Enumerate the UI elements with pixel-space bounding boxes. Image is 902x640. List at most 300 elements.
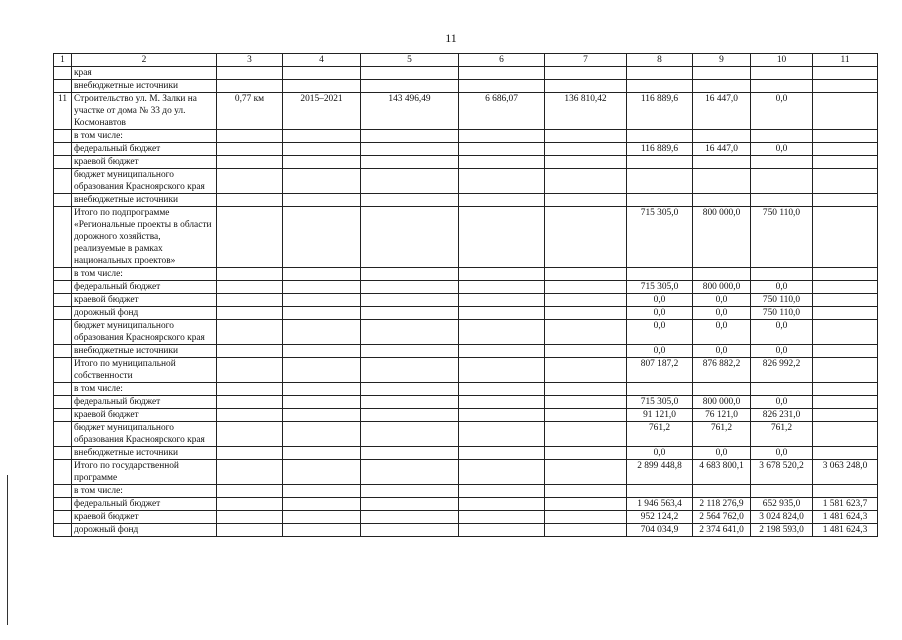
remaining-cost-cell (545, 143, 627, 156)
year-3-value-cell: 3 678 520,2 (751, 460, 813, 485)
year-1-value-cell: 116 889,6 (627, 143, 693, 156)
year-4-value-cell (813, 307, 878, 320)
year-1-value-cell (627, 169, 693, 194)
row-number-cell (54, 485, 72, 498)
table-row (54, 345, 878, 358)
estimated-cost-cell (361, 383, 459, 396)
spent-cell (459, 307, 545, 320)
year-2-value-cell: 0,0 (693, 345, 751, 358)
table-row (54, 320, 878, 345)
row-number-cell (54, 511, 72, 524)
period-cell (283, 345, 361, 358)
column-number-cell: 4 (283, 54, 361, 67)
year-2-value-cell: 76 121,0 (693, 409, 751, 422)
period-cell (283, 207, 361, 268)
year-3-value-cell: 761,2 (751, 422, 813, 447)
year-4-value-cell (813, 169, 878, 194)
table-row (54, 67, 878, 80)
spent-cell (459, 268, 545, 281)
capacity-cell (217, 80, 283, 93)
year-1-value-cell: 1 946 563,4 (627, 498, 693, 511)
period-cell (283, 358, 361, 383)
year-2-value-cell: 0,0 (693, 307, 751, 320)
year-3-value-cell: 0,0 (751, 447, 813, 460)
year-3-value-cell: 826 992,2 (751, 358, 813, 383)
year-4-value-cell (813, 409, 878, 422)
estimated-cost-cell (361, 511, 459, 524)
year-2-value-cell (693, 130, 751, 143)
item-name-cell: в том числе: (72, 268, 217, 281)
year-1-value-cell: 807 187,2 (627, 358, 693, 383)
year-4-value-cell (813, 345, 878, 358)
row-number-cell (54, 169, 72, 194)
column-number-cell: 2 (72, 54, 217, 67)
year-2-value-cell: 800 000,0 (693, 207, 751, 268)
estimated-cost-cell (361, 307, 459, 320)
remaining-cost-cell (545, 345, 627, 358)
estimated-cost-cell (361, 143, 459, 156)
table-row (54, 485, 878, 498)
spent-cell (459, 524, 545, 537)
table-row (54, 93, 878, 130)
spent-cell (459, 485, 545, 498)
year-2-value-cell: 800 000,0 (693, 281, 751, 294)
item-name-cell: внебюджетные источники (72, 80, 217, 93)
estimated-cost-cell (361, 358, 459, 383)
table-row (54, 207, 878, 268)
item-name-cell: Итого по муниципальной собственности (72, 358, 217, 383)
year-2-value-cell: 4 683 800,1 (693, 460, 751, 485)
item-name-cell: в том числе: (72, 130, 217, 143)
item-name-cell: в том числе: (72, 485, 217, 498)
period-cell (283, 485, 361, 498)
item-name-cell: краевой бюджет (72, 409, 217, 422)
year-3-value-cell: 0,0 (751, 320, 813, 345)
estimated-cost-cell (361, 320, 459, 345)
row-number-cell (54, 409, 72, 422)
year-1-value-cell: 116 889,6 (627, 93, 693, 130)
year-3-value-cell: 750 110,0 (751, 207, 813, 268)
year-1-value-cell (627, 268, 693, 281)
item-name-cell: внебюджетные источники (72, 194, 217, 207)
remaining-cost-cell (545, 194, 627, 207)
period-cell (283, 194, 361, 207)
period-cell (283, 268, 361, 281)
capacity-cell (217, 383, 283, 396)
year-2-value-cell: 0,0 (693, 320, 751, 345)
spent-cell (459, 383, 545, 396)
capacity-cell (217, 460, 283, 485)
spent-cell (459, 511, 545, 524)
row-number-cell (54, 422, 72, 447)
year-2-value-cell: 2 374 641,0 (693, 524, 751, 537)
year-2-value-cell: 16 447,0 (693, 143, 751, 156)
period-cell (283, 294, 361, 307)
period-cell (283, 169, 361, 194)
capacity-cell (217, 511, 283, 524)
year-3-value-cell (751, 169, 813, 194)
period-cell (283, 524, 361, 537)
estimated-cost-cell (361, 194, 459, 207)
column-number-cell: 10 (751, 54, 813, 67)
remaining-cost-cell (545, 422, 627, 447)
estimated-cost-cell (361, 130, 459, 143)
remaining-cost-cell: 136 810,42 (545, 93, 627, 130)
year-1-value-cell (627, 485, 693, 498)
spent-cell (459, 130, 545, 143)
year-4-value-cell (813, 281, 878, 294)
row-number-cell (54, 498, 72, 511)
year-4-value-cell (813, 156, 878, 169)
year-1-value-cell: 2 899 448,8 (627, 460, 693, 485)
period-cell (283, 460, 361, 485)
year-4-value-cell: 1 481 624,3 (813, 524, 878, 537)
year-4-value-cell (813, 422, 878, 447)
capacity-cell (217, 485, 283, 498)
year-2-value-cell (693, 194, 751, 207)
row-number-cell (54, 307, 72, 320)
period-cell (283, 422, 361, 447)
item-name-cell: в том числе: (72, 383, 217, 396)
remaining-cost-cell (545, 130, 627, 143)
period-cell (283, 307, 361, 320)
remaining-cost-cell (545, 207, 627, 268)
estimated-cost-cell (361, 460, 459, 485)
period-cell (283, 409, 361, 422)
capacity-cell (217, 130, 283, 143)
year-2-value-cell (693, 383, 751, 396)
estimated-cost-cell (361, 345, 459, 358)
year-2-value-cell (693, 169, 751, 194)
table-row (54, 358, 878, 383)
spent-cell (459, 396, 545, 409)
table-row (54, 281, 878, 294)
row-number-cell (54, 281, 72, 294)
year-2-value-cell: 16 447,0 (693, 93, 751, 130)
estimated-cost-cell (361, 207, 459, 268)
column-number-cell: 6 (459, 54, 545, 67)
table-row (54, 143, 878, 156)
row-number-cell (54, 447, 72, 460)
period-cell (283, 156, 361, 169)
table-row (54, 460, 878, 485)
capacity-cell (217, 156, 283, 169)
period-cell (283, 396, 361, 409)
spent-cell (459, 80, 545, 93)
capacity-cell (217, 358, 283, 383)
item-name-cell: федеральный бюджет (72, 281, 217, 294)
remaining-cost-cell (545, 511, 627, 524)
capacity-cell (217, 194, 283, 207)
year-4-value-cell (813, 207, 878, 268)
capacity-cell (217, 307, 283, 320)
row-number-cell (54, 460, 72, 485)
spent-cell (459, 67, 545, 80)
row-number-cell (54, 358, 72, 383)
year-3-value-cell: 2 198 593,0 (751, 524, 813, 537)
year-2-value-cell (693, 67, 751, 80)
year-2-value-cell (693, 485, 751, 498)
item-name-cell: бюджет муниципального образования Красноярского края (72, 422, 217, 447)
year-4-value-cell (813, 80, 878, 93)
year-1-value-cell: 704 034,9 (627, 524, 693, 537)
item-name-cell: дорожный фонд (72, 307, 217, 320)
item-name-cell: федеральный бюджет (72, 143, 217, 156)
column-number-cell: 1 (54, 54, 72, 67)
table-row (54, 498, 878, 511)
year-3-value-cell (751, 130, 813, 143)
capacity-cell: 0,77 км (217, 93, 283, 130)
year-2-value-cell: 761,2 (693, 422, 751, 447)
spent-cell (459, 294, 545, 307)
capacity-cell (217, 524, 283, 537)
table-row (54, 80, 878, 93)
remaining-cost-cell (545, 320, 627, 345)
column-number-cell: 7 (545, 54, 627, 67)
year-4-value-cell (813, 93, 878, 130)
year-1-value-cell (627, 156, 693, 169)
capacity-cell (217, 447, 283, 460)
year-4-value-cell (813, 485, 878, 498)
year-1-value-cell: 0,0 (627, 447, 693, 460)
row-number-cell (54, 294, 72, 307)
estimated-cost-cell (361, 67, 459, 80)
remaining-cost-cell (545, 460, 627, 485)
capacity-cell (217, 422, 283, 447)
column-number-cell: 5 (361, 54, 459, 67)
year-4-value-cell: 1 481 624,3 (813, 511, 878, 524)
row-number-cell (54, 345, 72, 358)
year-3-value-cell: 0,0 (751, 345, 813, 358)
remaining-cost-cell (545, 169, 627, 194)
remaining-cost-cell (545, 156, 627, 169)
period-cell (283, 383, 361, 396)
year-4-value-cell (813, 194, 878, 207)
spent-cell (459, 345, 545, 358)
remaining-cost-cell (545, 498, 627, 511)
item-name-cell: Итого по подпрограмме «Региональные проекты в области дорожного хозяйства, реализуемые в рамках национальных проектов» (72, 207, 217, 268)
estimated-cost-cell (361, 422, 459, 447)
spent-cell (459, 409, 545, 422)
year-2-value-cell: 2 118 276,9 (693, 498, 751, 511)
item-name-cell: внебюджетные источники (72, 447, 217, 460)
item-name-cell: краевой бюджет (72, 511, 217, 524)
item-name-cell: федеральный бюджет (72, 498, 217, 511)
spent-cell (459, 207, 545, 268)
row-number-cell (54, 130, 72, 143)
year-3-value-cell (751, 156, 813, 169)
item-name-cell: Строительство ул. М. Залки на участке от дома № 33 до ул. Космонавтов (72, 93, 217, 130)
year-4-value-cell (813, 447, 878, 460)
remaining-cost-cell (545, 396, 627, 409)
estimated-cost-cell (361, 80, 459, 93)
spent-cell (459, 358, 545, 383)
remaining-cost-cell (545, 485, 627, 498)
period-cell (283, 320, 361, 345)
table-row (54, 383, 878, 396)
year-4-value-cell: 3 063 248,0 (813, 460, 878, 485)
year-2-value-cell (693, 268, 751, 281)
year-1-value-cell: 0,0 (627, 345, 693, 358)
estimated-cost-cell (361, 409, 459, 422)
estimated-cost-cell (361, 268, 459, 281)
capacity-cell (217, 67, 283, 80)
year-1-value-cell: 91 121,0 (627, 409, 693, 422)
period-cell (283, 80, 361, 93)
item-name-cell: краевой бюджет (72, 156, 217, 169)
year-4-value-cell (813, 67, 878, 80)
row-number-cell (54, 320, 72, 345)
year-2-value-cell: 2 564 762,0 (693, 511, 751, 524)
year-2-value-cell (693, 80, 751, 93)
year-3-value-cell: 826 231,0 (751, 409, 813, 422)
capacity-cell (217, 207, 283, 268)
remaining-cost-cell (545, 268, 627, 281)
year-1-value-cell: 715 305,0 (627, 396, 693, 409)
capacity-cell (217, 409, 283, 422)
year-3-value-cell (751, 194, 813, 207)
table-row (54, 524, 878, 537)
margin-rule (7, 475, 8, 625)
item-name-cell: Итого по государственной программе (72, 460, 217, 485)
year-1-value-cell: 952 124,2 (627, 511, 693, 524)
year-4-value-cell (813, 294, 878, 307)
remaining-cost-cell (545, 447, 627, 460)
period-cell (283, 143, 361, 156)
item-name-cell: дорожный фонд (72, 524, 217, 537)
period-cell: 2015–2021 (283, 93, 361, 130)
table-row (54, 409, 878, 422)
estimated-cost-cell (361, 156, 459, 169)
capacity-cell (217, 320, 283, 345)
estimated-cost-cell (361, 281, 459, 294)
spent-cell (459, 169, 545, 194)
estimated-cost-cell (361, 396, 459, 409)
spent-cell (459, 281, 545, 294)
row-number-cell: 11 (54, 93, 72, 130)
estimated-cost-cell (361, 169, 459, 194)
row-number-cell (54, 396, 72, 409)
table-row (54, 307, 878, 320)
row-number-cell (54, 207, 72, 268)
item-name-cell: края (72, 67, 217, 80)
year-3-value-cell (751, 485, 813, 498)
column-number-cell: 3 (217, 54, 283, 67)
spent-cell (459, 194, 545, 207)
year-2-value-cell: 876 882,2 (693, 358, 751, 383)
remaining-cost-cell (545, 409, 627, 422)
item-name-cell: бюджет муниципального образования Красноярского края (72, 320, 217, 345)
column-number-cell: 8 (627, 54, 693, 67)
capacity-cell (217, 143, 283, 156)
table-body (54, 67, 878, 537)
remaining-cost-cell (545, 67, 627, 80)
period-cell (283, 281, 361, 294)
table-row (54, 511, 878, 524)
capacity-cell (217, 169, 283, 194)
capacity-cell (217, 498, 283, 511)
year-1-value-cell (627, 67, 693, 80)
year-1-value-cell: 0,0 (627, 320, 693, 345)
year-4-value-cell (813, 396, 878, 409)
year-4-value-cell (813, 143, 878, 156)
page-number: 11 (445, 31, 457, 45)
table-row (54, 422, 878, 447)
year-3-value-cell: 3 024 824,0 (751, 511, 813, 524)
year-4-value-cell (813, 358, 878, 383)
spent-cell (459, 447, 545, 460)
period-cell (283, 498, 361, 511)
row-number-cell (54, 67, 72, 80)
year-1-value-cell (627, 130, 693, 143)
row-number-cell (54, 268, 72, 281)
year-3-value-cell: 0,0 (751, 281, 813, 294)
year-4-value-cell (813, 130, 878, 143)
year-3-value-cell: 0,0 (751, 396, 813, 409)
spent-cell (459, 143, 545, 156)
year-1-value-cell: 715 305,0 (627, 281, 693, 294)
estimated-cost-cell (361, 524, 459, 537)
row-number-cell (54, 156, 72, 169)
year-1-value-cell: 715 305,0 (627, 207, 693, 268)
year-3-value-cell (751, 268, 813, 281)
year-3-value-cell: 0,0 (751, 143, 813, 156)
remaining-cost-cell (545, 294, 627, 307)
year-1-value-cell: 0,0 (627, 307, 693, 320)
year-3-value-cell (751, 80, 813, 93)
row-number-cell (54, 194, 72, 207)
year-2-value-cell: 800 000,0 (693, 396, 751, 409)
period-cell (283, 130, 361, 143)
budget-table (53, 53, 878, 537)
table-row (54, 194, 878, 207)
year-3-value-cell: 0,0 (751, 93, 813, 130)
capacity-cell (217, 268, 283, 281)
remaining-cost-cell (545, 307, 627, 320)
year-3-value-cell: 750 110,0 (751, 294, 813, 307)
year-1-value-cell: 0,0 (627, 294, 693, 307)
year-3-value-cell: 750 110,0 (751, 307, 813, 320)
year-4-value-cell (813, 320, 878, 345)
year-4-value-cell: 1 581 623,7 (813, 498, 878, 511)
table-row (54, 130, 878, 143)
table-row (54, 396, 878, 409)
period-cell (283, 447, 361, 460)
capacity-cell (217, 294, 283, 307)
estimated-cost-cell: 143 496,49 (361, 93, 459, 130)
spent-cell (459, 320, 545, 345)
table-row (54, 268, 878, 281)
spent-cell (459, 422, 545, 447)
remaining-cost-cell (545, 383, 627, 396)
year-1-value-cell (627, 194, 693, 207)
item-name-cell: бюджет муниципального образования Красноярского края (72, 169, 217, 194)
row-number-cell (54, 80, 72, 93)
spent-cell (459, 498, 545, 511)
item-name-cell: внебюджетные источники (72, 345, 217, 358)
item-name-cell: федеральный бюджет (72, 396, 217, 409)
column-number-cell: 11 (813, 54, 878, 67)
estimated-cost-cell (361, 498, 459, 511)
column-number-row (54, 54, 878, 67)
item-name-cell: краевой бюджет (72, 294, 217, 307)
period-cell (283, 511, 361, 524)
year-1-value-cell (627, 383, 693, 396)
period-cell (283, 67, 361, 80)
row-number-cell (54, 143, 72, 156)
year-3-value-cell (751, 67, 813, 80)
year-2-value-cell (693, 156, 751, 169)
